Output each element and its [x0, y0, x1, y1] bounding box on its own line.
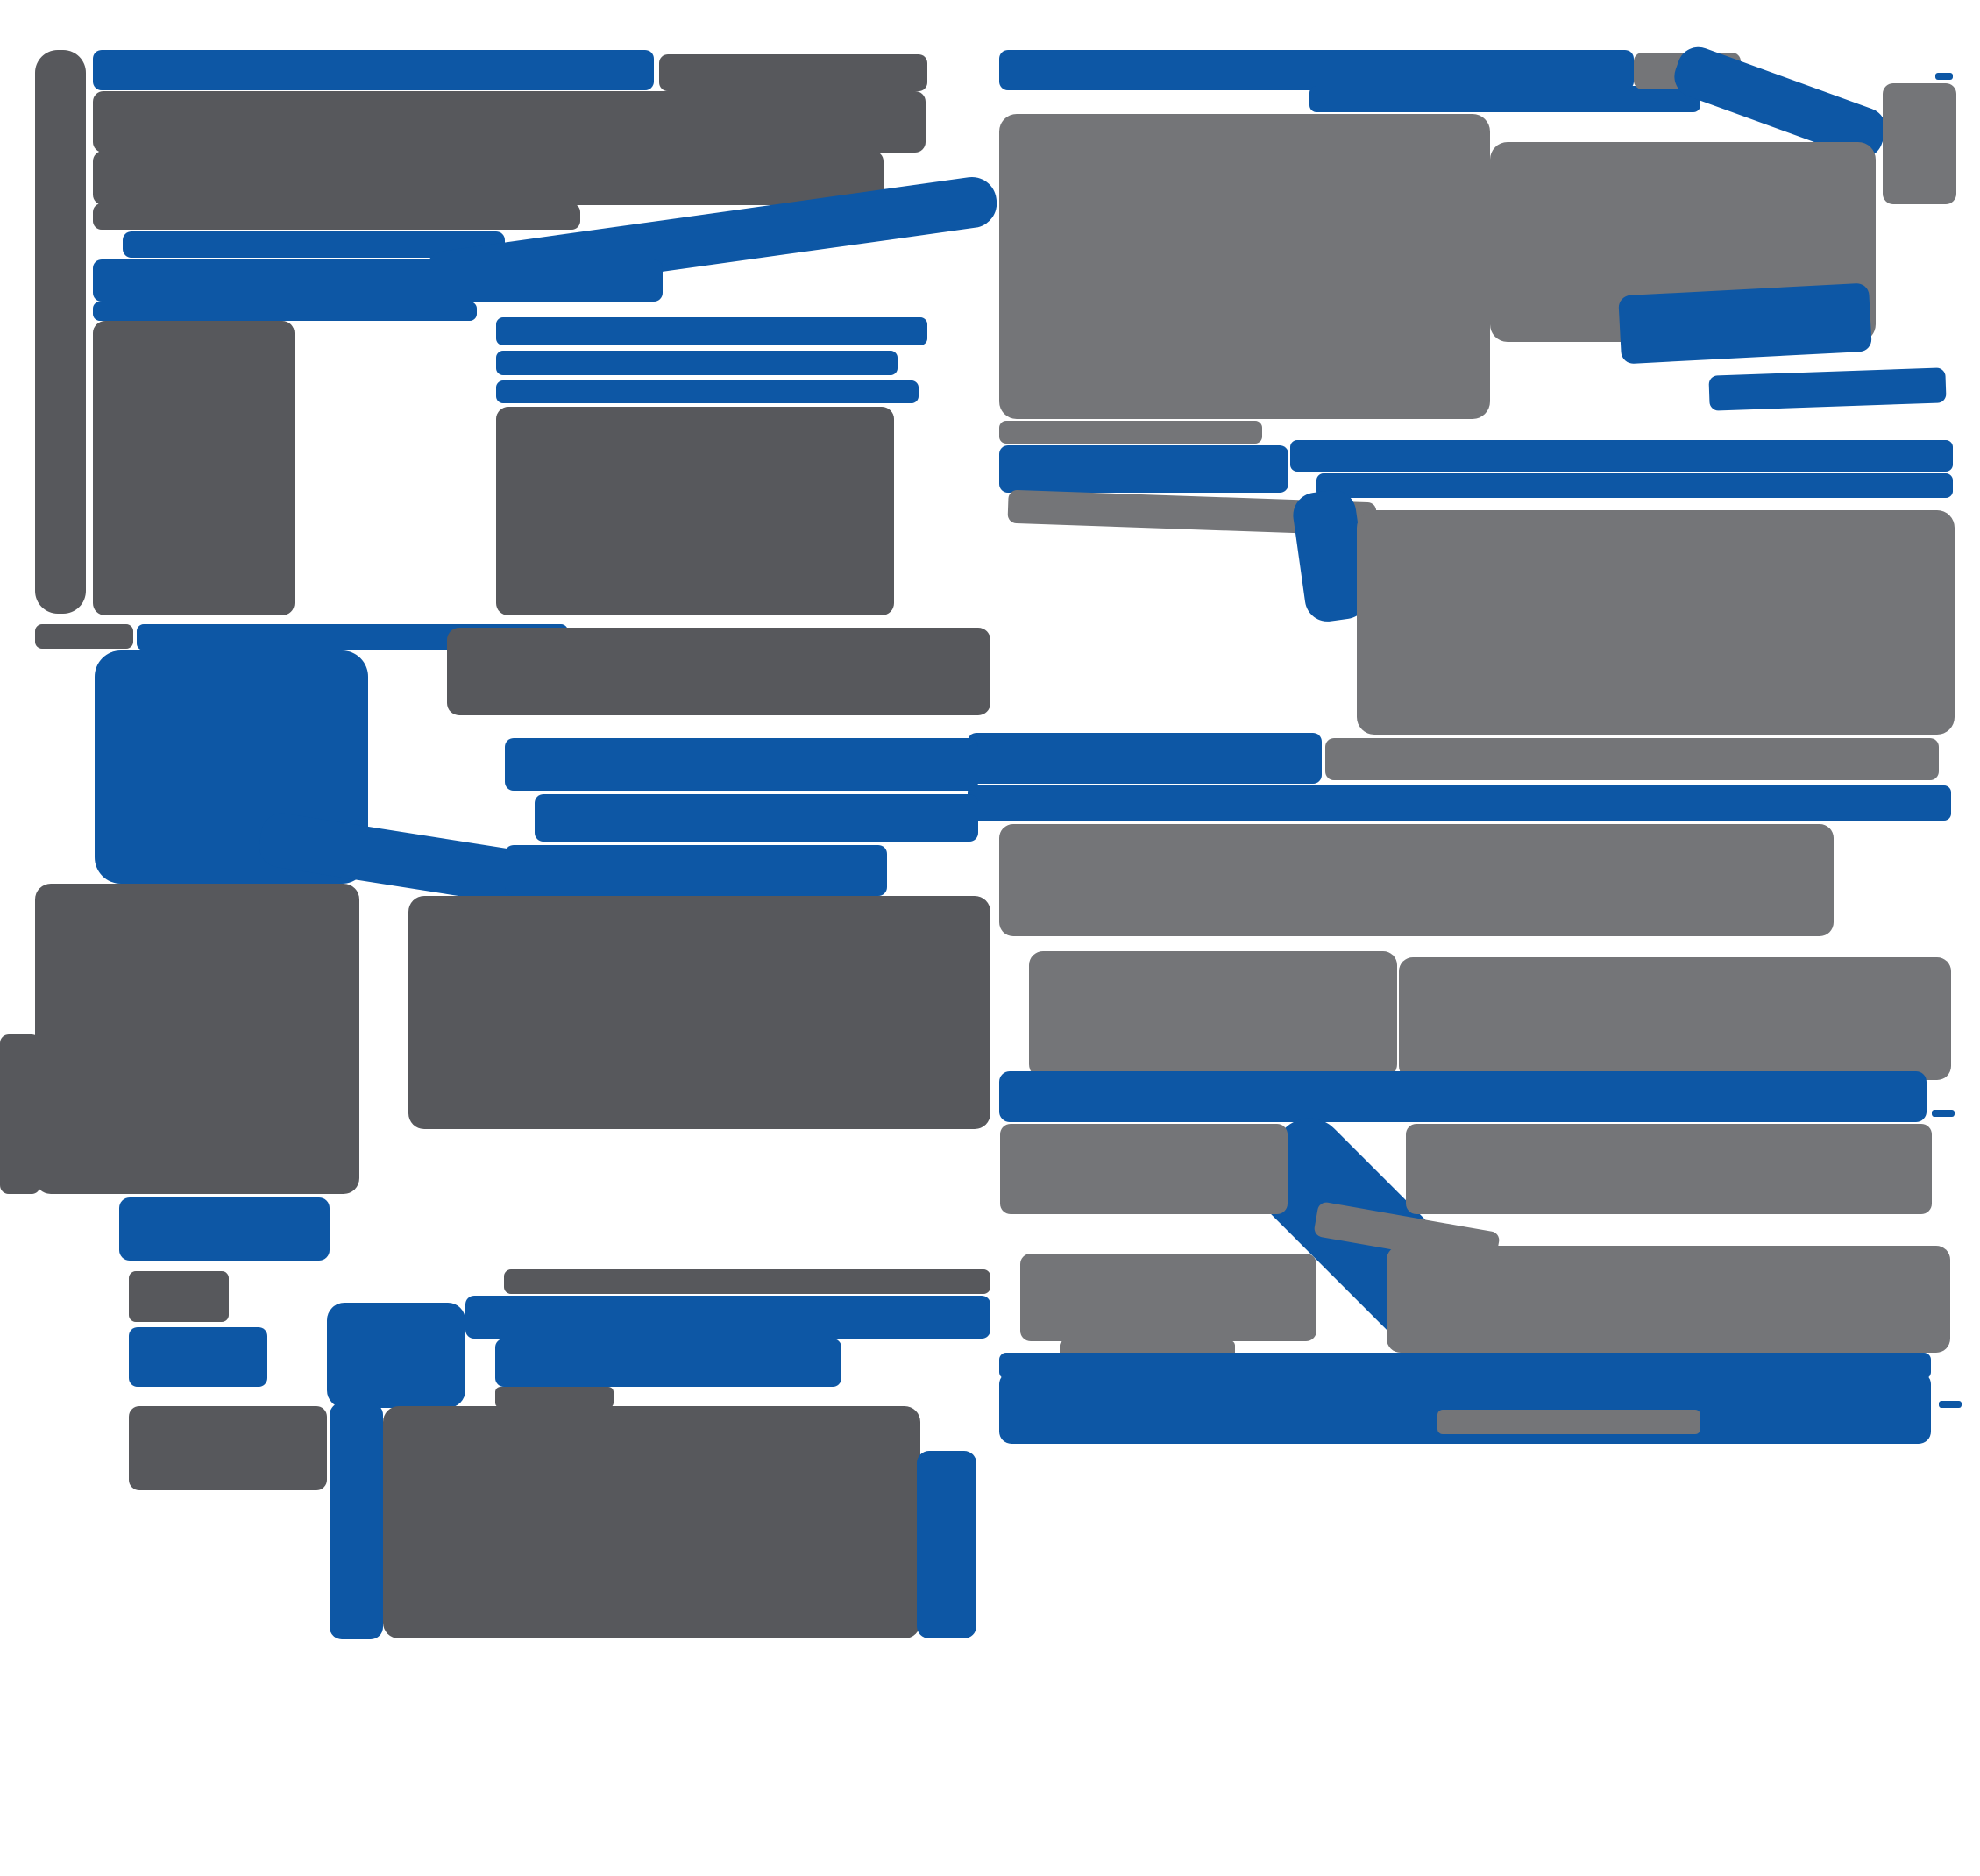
left-margin-strip-blob: [35, 50, 86, 614]
r-dash-2-blob: [1937, 487, 1953, 494]
r-dash-1-blob: [1935, 73, 1953, 80]
s3-body-main-blob: [383, 1406, 920, 1638]
r-mass-1-blob: [999, 114, 1490, 419]
s3-caption-blob: [129, 1271, 229, 1322]
para-1c-blob: [93, 203, 580, 230]
body-right-row3-blob: [496, 380, 919, 403]
r-headline-3-blob: [968, 733, 1322, 784]
r-dash-3-blob: [1932, 1110, 1955, 1117]
para-1b-blob: [93, 151, 884, 205]
body-right-row2-blob: [496, 351, 898, 375]
headline-2b-blob: [93, 302, 477, 321]
s2-body-left-blob: [35, 884, 359, 1194]
headline-1-tail-blob: [659, 54, 927, 91]
s2-edge-blob-blob: [0, 1034, 40, 1194]
s3-row-blue-blob: [465, 1296, 990, 1339]
r-dash-4-blob: [1939, 1401, 1962, 1408]
s3-blue-swath-blob: [327, 1303, 465, 1408]
headline-1-blob: [93, 50, 654, 90]
body-right-row1-blob: [496, 317, 927, 345]
r-rows-blob: [968, 785, 1951, 821]
r-mid-accent-blob: [1618, 283, 1872, 365]
r-headline-3-tail-blob: [1325, 738, 1939, 780]
s2-lede-gray-blob: [35, 624, 133, 649]
body-left-col-blob: [93, 321, 295, 615]
r-headline-2-row2-blob: [1316, 473, 1953, 498]
s2-rows-2-blob: [535, 794, 978, 842]
s3-blue-bar-right-blob: [917, 1451, 976, 1638]
s2-gray-row-blob: [447, 628, 990, 715]
s3-blue-block-blob: [119, 1197, 330, 1261]
r-mass-3-blob: [999, 824, 1834, 936]
para-1a-blob: [93, 91, 926, 153]
r-edge-block-blob: [1883, 83, 1956, 204]
body-right-block-blob: [496, 407, 894, 615]
r-block-a-blob: [1000, 1124, 1288, 1214]
r-mass-4b-blob: [1399, 957, 1951, 1080]
r-block-b-blob: [1406, 1124, 1932, 1214]
s2-rows-1-blob: [505, 738, 978, 791]
s3-blue-2-blob: [129, 1327, 267, 1387]
r-mass-4a-blob: [1029, 951, 1397, 1078]
r-mass-5-blob: [1387, 1246, 1950, 1353]
r-band-2-blob: [999, 1071, 1927, 1122]
r-accent-2-blob: [1708, 367, 1946, 410]
r-headline-2-row-blob: [1290, 440, 1953, 472]
r-block-c-blob: [1020, 1254, 1316, 1341]
r-headline-1b-blob: [1309, 86, 1700, 112]
r-headline-1-blob: [999, 50, 1634, 90]
headline-2-blob: [93, 259, 663, 302]
s2-rows-3-blob: [505, 845, 887, 896]
r-bottom-line-blob: [1437, 1410, 1700, 1434]
r-mass-2-blob: [1357, 510, 1955, 735]
s3-row-blue-2-blob: [495, 1339, 841, 1387]
s3-caption-2-blob: [495, 1387, 614, 1408]
s3-blue-bar-blob: [330, 1403, 383, 1639]
s3-row-gray-blob: [504, 1269, 990, 1294]
r-headline-2-blob: [999, 445, 1288, 493]
s2-body-right-blob: [408, 896, 990, 1129]
s3-body-left-blob: [129, 1406, 327, 1490]
r-caption-blob: [999, 421, 1262, 444]
